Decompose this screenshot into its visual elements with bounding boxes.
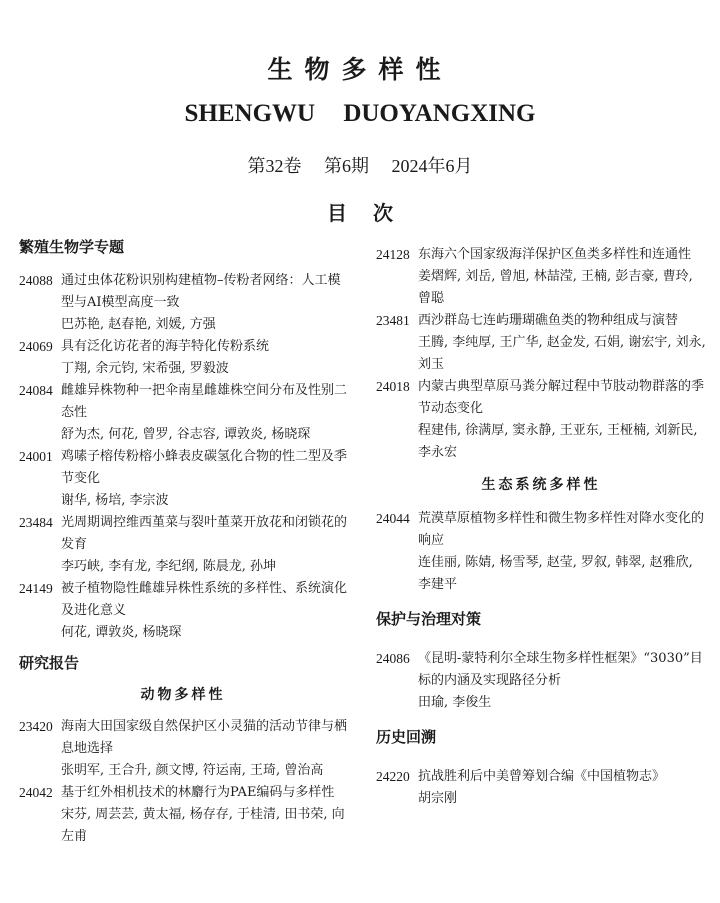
section-heading: 繁殖生物学专题 <box>19 238 125 256</box>
article-authors: 王腾, 李纯厚, 王广华, 赵金发, 石娟, 谢宏宇, 刘永, 刘玉 <box>418 335 706 372</box>
article-title: 基于红外相机技术的林麝行为PAE编码与多样性 <box>61 785 335 800</box>
article-title: 抗战胜利后中美曾筹划合编《中国植物志》 <box>418 769 666 784</box>
journal-title-cn: 生物多样性 <box>267 55 453 84</box>
article-number: 24042 <box>19 785 53 800</box>
toc-heading: 目次 <box>327 201 419 225</box>
article-authors: 舒为杰, 何花, 曾罗, 谷志容, 谭敦炎, 杨晓琛 <box>61 427 311 442</box>
toc-entry[interactable] <box>376 508 706 596</box>
toc-entry[interactable] <box>376 244 706 310</box>
article-authors: 张明军, 王合升, 颜文博, 符运南, 王琦, 曾治高 <box>61 763 324 778</box>
article-number: 24001 <box>19 449 53 464</box>
article-authors: 田瑜, 李俊生 <box>418 695 492 710</box>
article-authors: 程建伟, 徐满厚, 窦永静, 王亚东, 王桠楠, 刘新民, 李永宏 <box>418 423 698 460</box>
article-authors: 胡宗刚 <box>418 791 458 806</box>
issue-date: 2024年6月 <box>391 156 473 176</box>
section-heading: 历史回溯 <box>376 728 437 746</box>
article-authors: 丁翔, 余元钧, 宋希强, 罗毅波 <box>61 361 229 376</box>
toc-entry[interactable] <box>376 648 706 714</box>
article-title: 被子植物隐性雌雄异株性系统的多样性、系统演化及进化意义 <box>61 581 348 618</box>
article-number: 24018 <box>376 379 410 394</box>
article-title: 《昆明-蒙特利尔全球生物多样性框架》“3030”目标的内涵及实现路径分析 <box>418 651 703 688</box>
toc-entry[interactable] <box>19 782 347 848</box>
toc-left-column <box>19 236 347 848</box>
subsection-heading: 动物多样性 <box>140 687 226 703</box>
article-title: 鸡嗉子榕传粉榕小蜂表皮碳氢化合物的性二型及季节变化 <box>61 449 348 486</box>
article-number: 24069 <box>19 339 53 354</box>
article-title: 雌雄异株物种一把伞南星雌雄株空间分布及性别二态性 <box>61 383 348 420</box>
toc-entry[interactable] <box>19 380 347 446</box>
article-authors: 连佳丽, 陈婧, 杨雪琴, 赵莹, 罗叙, 韩翠, 赵雅欣, 李建平 <box>418 555 693 592</box>
article-number: 24128 <box>376 247 410 262</box>
article-title: 西沙群岛七连屿珊瑚礁鱼类的物种组成与演替 <box>418 313 679 328</box>
article-title: 海南大田国家级自然保护区小灵猫的活动节律与栖息地选择 <box>61 719 348 756</box>
toc-entry[interactable] <box>19 578 347 644</box>
toc-entry[interactable] <box>19 270 347 336</box>
article-authors: 巴苏艳, 赵春艳, 刘媛, 方强 <box>61 317 216 332</box>
article-title: 光周期调控维西堇菜与裂叶堇菜开放花和闭锁花的发育 <box>61 515 348 552</box>
article-number: 23481 <box>376 313 410 328</box>
article-number: 24088 <box>19 273 53 288</box>
section-heading: 保护与治理对策 <box>376 610 482 628</box>
volume: 第32卷 <box>247 156 302 176</box>
toc-entry[interactable] <box>19 716 347 782</box>
article-authors: 李巧峡, 李有龙, 李纪纲, 陈晨龙, 孙坤 <box>61 559 277 574</box>
article-authors: 谢华, 杨培, 李宗波 <box>61 493 169 508</box>
toc-entry[interactable] <box>19 336 347 380</box>
article-number: 24149 <box>19 581 53 596</box>
article-authors: 何花, 谭敦炎, 杨晓琛 <box>61 625 182 640</box>
toc-right-column <box>376 244 706 810</box>
journal-title-en: SHENGWU DUOYANGXING <box>184 100 536 127</box>
article-title: 通过虫体花粉识别构建植物–传粉者网络：人工模型与AI模型高度一致 <box>61 273 341 310</box>
article-number: 24086 <box>376 651 410 666</box>
article-number: 24084 <box>19 383 53 398</box>
toc-entry[interactable] <box>19 446 347 512</box>
article-authors: 姜熠辉, 刘岳, 曾旭, 林喆滢, 王楠, 彭吉豪, 曹玲, 曾聪 <box>418 269 693 306</box>
subsection-heading: 生态系统多样性 <box>481 477 601 493</box>
toc-entry[interactable] <box>376 766 706 810</box>
issue-line <box>0 152 720 178</box>
article-number: 24044 <box>376 511 410 526</box>
article-number: 24220 <box>376 769 410 784</box>
article-number: 23420 <box>19 719 53 734</box>
article-title: 内蒙古典型草原马粪分解过程中节肢动物群落的季节动态变化 <box>418 379 705 416</box>
article-title: 具有泛化访花者的海芋特化传粉系统 <box>61 339 270 354</box>
article-title: 荒漠草原植物多样性和微生物多样性对降水变化的响应 <box>418 511 705 548</box>
toc-entry[interactable] <box>376 310 706 376</box>
section-heading: 研究报告 <box>19 654 80 672</box>
toc-entry[interactable] <box>19 512 347 578</box>
article-number: 23484 <box>19 515 53 530</box>
issue-number: 第6期 <box>324 156 369 176</box>
article-title: 东海六个国家级海洋保护区鱼类多样性和连通性 <box>418 247 692 262</box>
article-authors: 宋芬, 周芸芸, 黄太福, 杨存存, 于桂清, 田书荣, 向左甫 <box>61 807 345 844</box>
toc-entry[interactable] <box>376 376 706 464</box>
